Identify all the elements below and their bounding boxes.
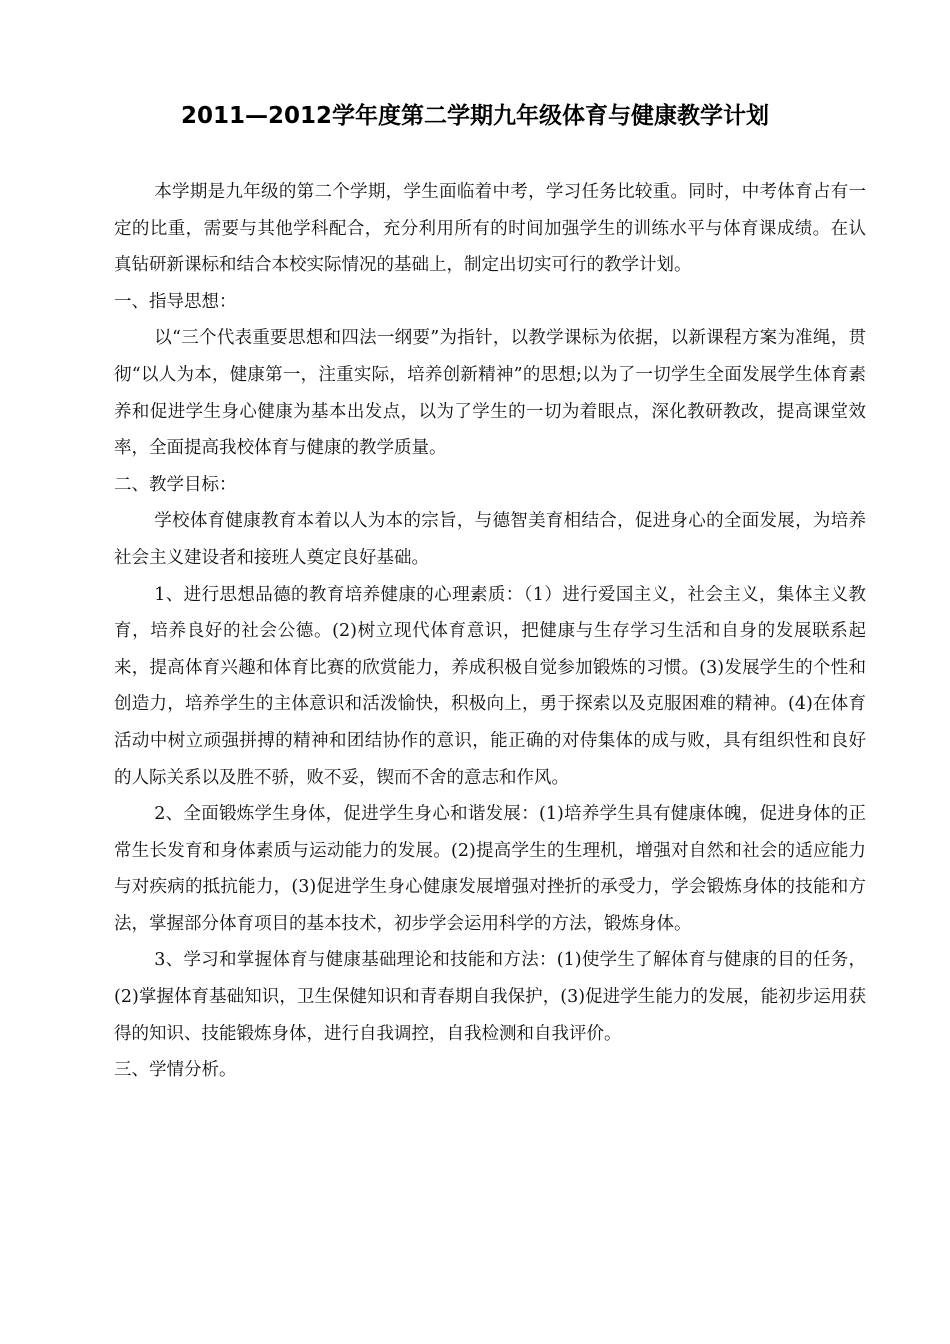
goal-item-1: 1、进行思想品德的教育培养健康的心理素质：（1）进行爱国主义，社会主义，集体主义教育，培养良好的社会公德。(2)树立现代体育意识，把健康与生存学习生活和自身的发展联系起来，提高体育兴趣和体育比赛的欣赏能力，养成积极自觉参加锻炼的习惯。(3)发展学生的个性和创造力，培养学生的主体意识和活泼愉快，积极向上，勇于探索以及克服困难的精神。(4)在体育活动中树立顽强拼搏的精神和团结协作的意识，能正确的对侍集体的成与败，具有组织性和良好的人际关系以及胜不骄，败不妥，锲而不舍的意志和作风。 [114, 584, 866, 788]
document-title: 2011—2012学年度第二学期九年级体育与健康教学计划 [180, 103, 770, 129]
goal-item-2: 2、全面锻炼学生身体，促进学生身心和谐发展：(1)培养学生具有健康体魄，促进身体的正常生长发育和身体素质与运动能力的发展。(2)提高学生的生理机，增强对自然和社会的适应能力与对疾病的抵抗能力，(3)促进学生身心健康发展增强对挫折的承受力，学会锻炼身体的技能和方法，掌握部分体育项目的基本技术，初步学会运用科学的方法，锻炼身体。 [114, 804, 866, 934]
teaching-goals-paragraph: 学校体育健康教育本着以人为本的宗旨，与德智美育相结合，促进身心的全面发展，为培养社会主义建设者和接班人奠定良好基础。 [114, 511, 866, 568]
goal-item-3: 3、学习和掌握体育与健康基础理论和技能和方法：(1)使学生了解体育与健康的目的任务，(2)掌握体育基础知识，卫生保健知识和青春期自我保护，(3)促进学生能力的发展，能初步运用获得的知识、技能锻炼身体，进行自我调控，自我检测和自我评价。 [114, 950, 866, 1044]
guiding-thought-paragraph: 以“三个代表重要思想和四法一纲要”为指针，以教学课标为依据，以新课程方案为准绳，贯彻“以人为本，健康第一，注重实际，培养创新精神”的思想;以为了一切学生全面发展学生体育素养和促进学生身心健康为基本出发点，以为了学生的一切为着眼点，深化教研教改，提高课堂效率，全面提高我校体育与健康的教学质量。 [114, 328, 866, 459]
section-heading-teaching-goals: 二、教学目标： [114, 474, 237, 495]
section-heading-student-analysis: 三、学情分析。 [114, 1060, 237, 1081]
section-heading-guiding-thought: 一、指导思想： [114, 291, 237, 312]
intro-paragraph: 本学期是九年级的第二个学期，学生面临着中考，学习任务比较重。同时，中考体育占有一定的比重，需要与其他学科配合，充分利用所有的时间加强学生的训练水平与体育课成绩。在认真钻研新课标和结合本校实际情况的基础上，制定出切实可行的教学计划。 [114, 182, 866, 276]
document-body [114, 174, 866, 1089]
